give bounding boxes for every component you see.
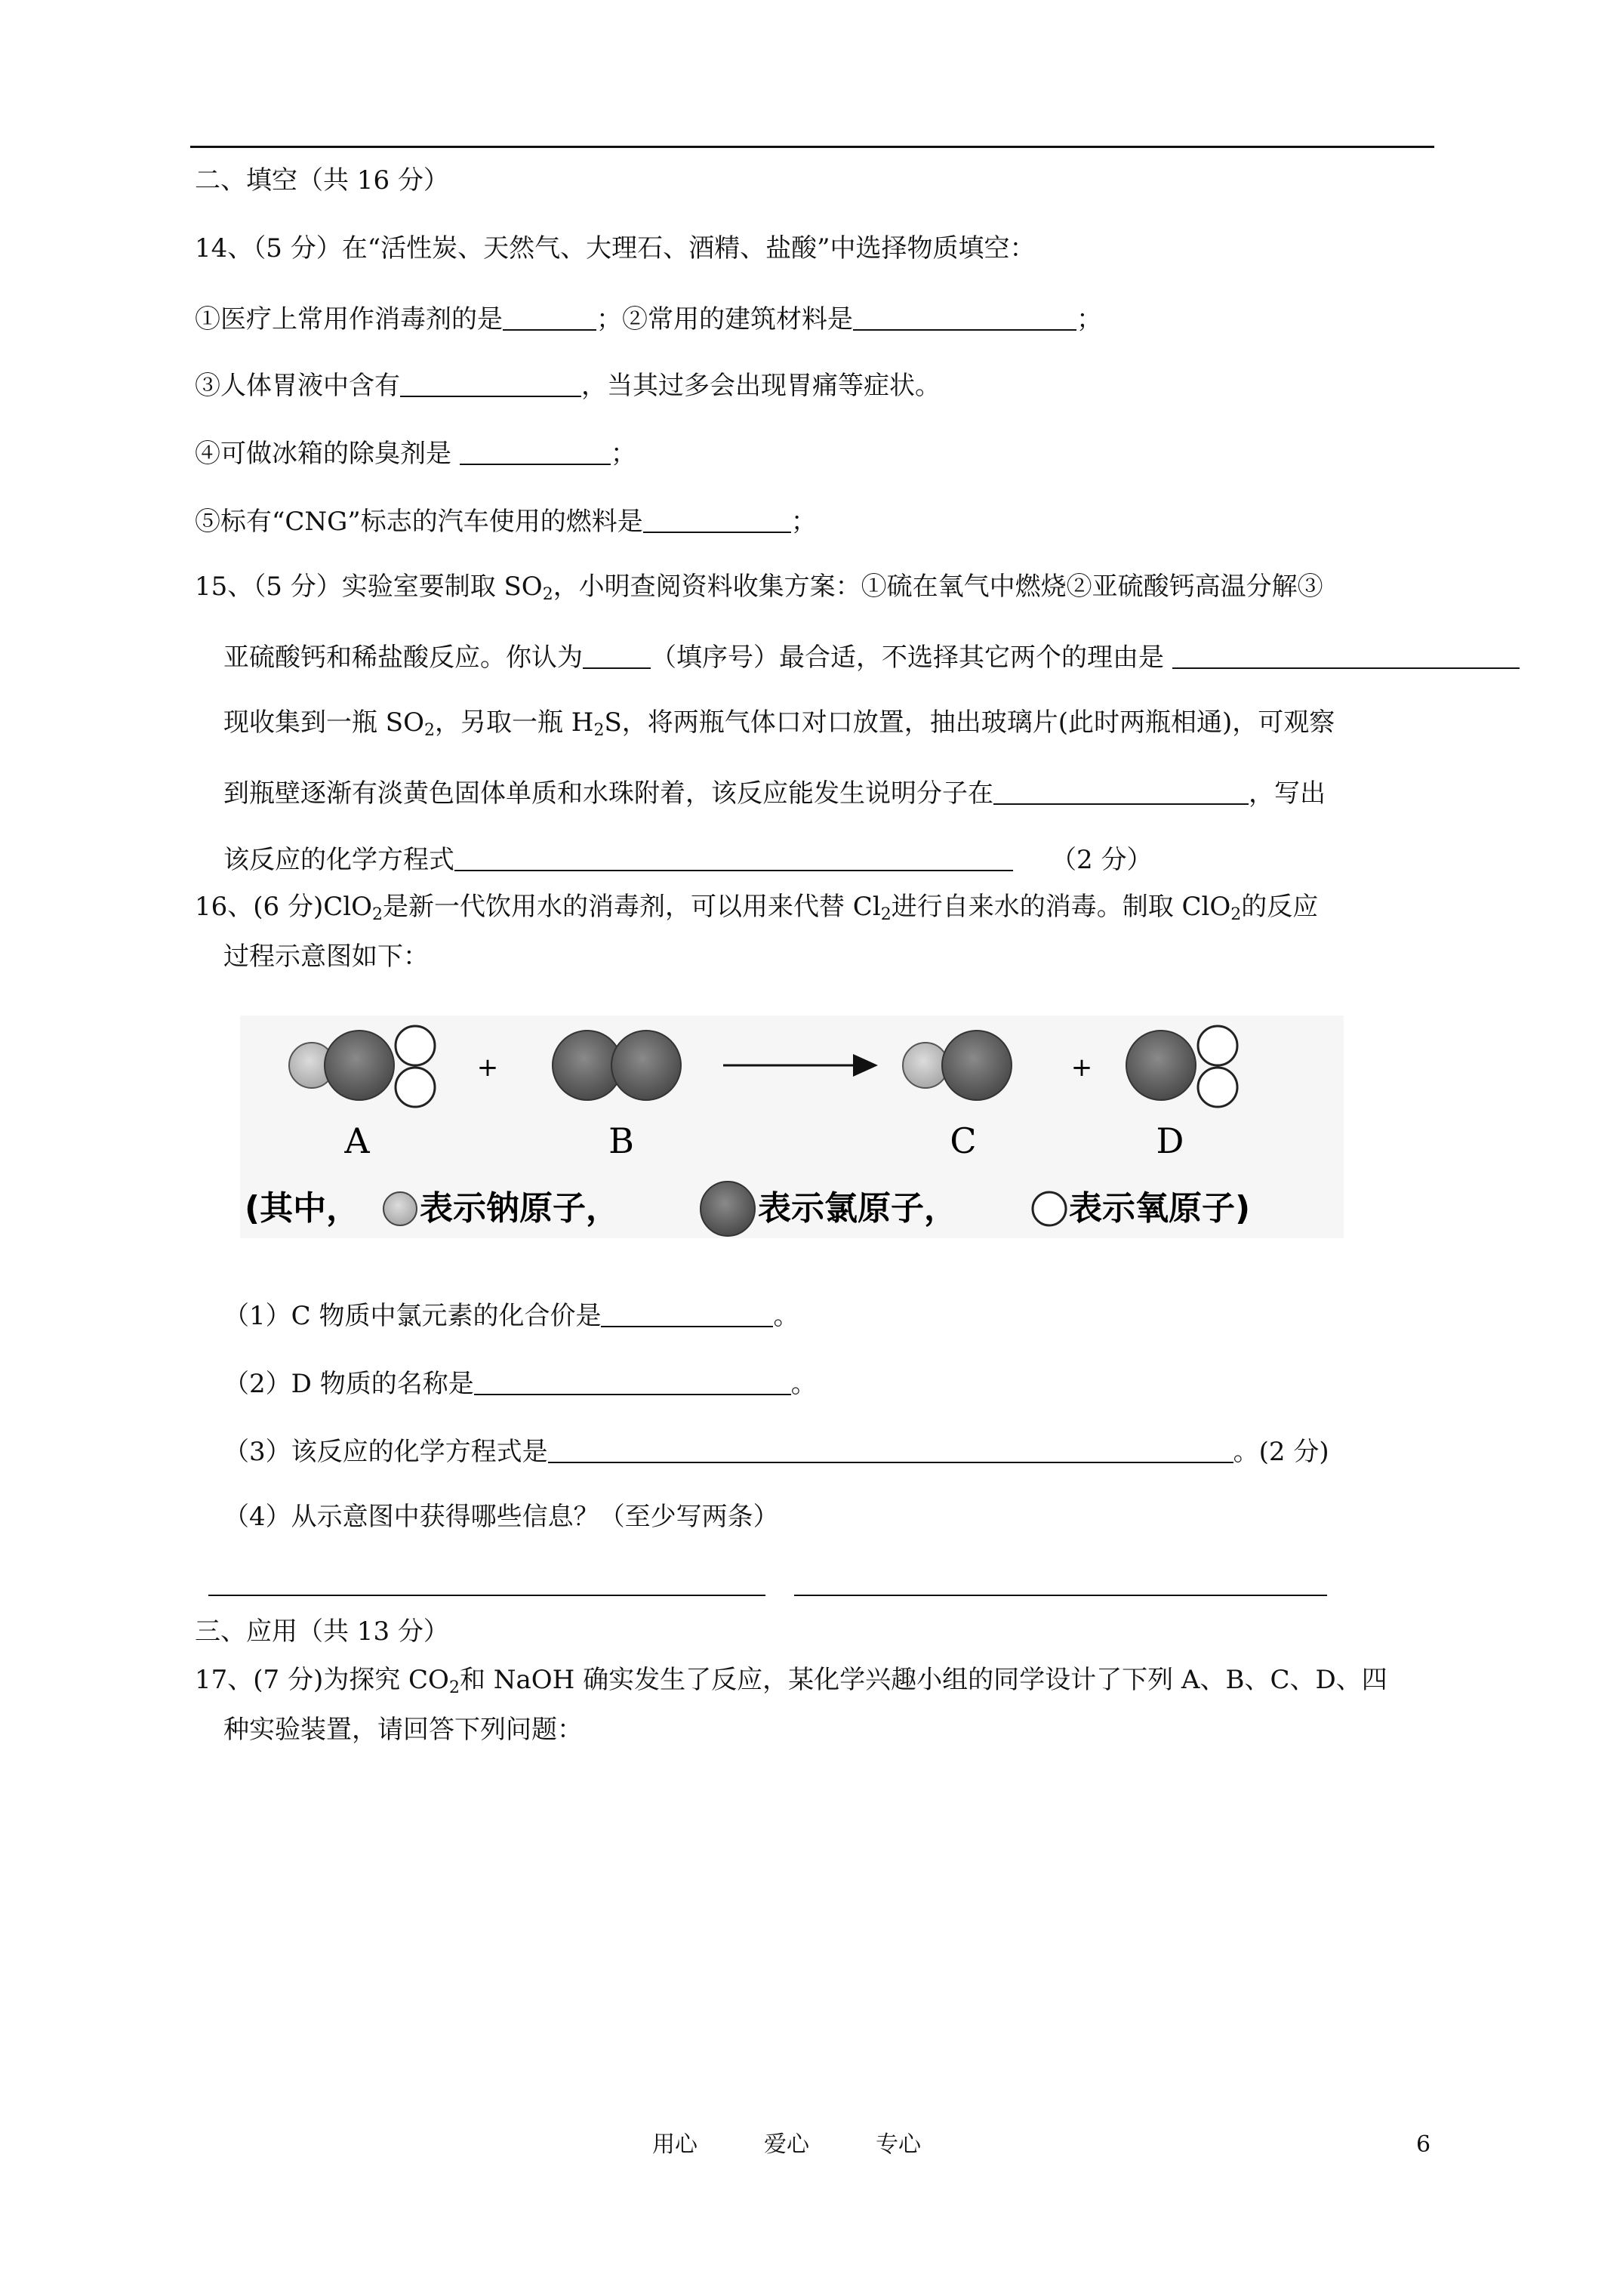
answer-blank[interactable] bbox=[474, 1368, 791, 1395]
q16-sub1: （1）C 物质中氯元素的化合价是 。 bbox=[223, 1301, 799, 1331]
q14-line4: ⑤标有“CNG”标志的汽车使用的燃料是 ； bbox=[195, 507, 817, 537]
answer-line-1[interactable] bbox=[208, 1595, 765, 1596]
q15-line4: 到瓶壁逐渐有淡黄色固体单质和水珠附着，该反应能发生说明分子在 ，写出 bbox=[223, 778, 1326, 809]
answer-blank[interactable] bbox=[601, 1300, 773, 1327]
answer-line-2[interactable] bbox=[794, 1595, 1327, 1596]
answer-blank[interactable] bbox=[454, 844, 1013, 871]
svg-text:(其中，: (其中， bbox=[245, 1189, 360, 1228]
chlorine-atom-icon bbox=[701, 1182, 755, 1236]
label-d: D bbox=[1156, 1120, 1184, 1161]
answer-blank[interactable] bbox=[583, 642, 651, 669]
answer-blank[interactable] bbox=[643, 506, 791, 533]
q15-line2: 亚硫酸钙和稀盐酸反应。你认为 （填序号）最合适，不选择其它两个的理由是 bbox=[223, 642, 1520, 670]
q16-sub3: （3）该反应的化学方程式是 。(2 分) bbox=[223, 1437, 1329, 1467]
plus-sign: + bbox=[476, 1052, 499, 1083]
sodium-atom-icon bbox=[383, 1192, 417, 1225]
answer-blank[interactable] bbox=[503, 304, 596, 331]
answer-blank[interactable] bbox=[1172, 642, 1520, 669]
q14-line1: ①医疗上常用作消毒剂的是 ；②常用的建筑材料是 ； bbox=[195, 304, 1102, 334]
q16-line1: 16、(6 分)ClO$_2$是新一代饮用水的消毒剂，可以用来代替 $Cl_2$进行自来水的消毒。制取 ClO$_2$的反应 bbox=[195, 892, 1319, 924]
answer-blank[interactable] bbox=[548, 1436, 1233, 1463]
svg-text:表示氧原子): 表示氧原子) bbox=[1069, 1189, 1251, 1228]
oxygen-atom-icon bbox=[1033, 1192, 1066, 1225]
footer-motto-3: 专心 bbox=[876, 2131, 921, 2158]
q14-line2: ③人体胃液中含有 ，当其过多会出现胃痛等症状。 bbox=[195, 371, 941, 401]
section3-title: 三、应用（共 13 分） bbox=[195, 1616, 449, 1647]
q17-line1: 17、(7 分)为探究 $CO_2$和 NaOH 确实发生了反应，某化学兴趣小组的同学设计了下列 A、B、C、D、四 bbox=[195, 1665, 1387, 1697]
label-b: B bbox=[608, 1120, 634, 1161]
footer-motto-2: 爱心 bbox=[764, 2131, 809, 2158]
q17-line2: 种实验装置，请回答下列问题： bbox=[223, 1715, 583, 1745]
reaction-diagram bbox=[240, 1015, 1344, 1238]
footer-motto-1: 用心 bbox=[652, 2131, 698, 2158]
answer-blank[interactable] bbox=[400, 370, 581, 397]
svg-text:表示氯原子，: 表示氯原子， bbox=[758, 1189, 957, 1228]
label-c: C bbox=[950, 1120, 977, 1161]
answer-blank[interactable] bbox=[853, 304, 1076, 331]
plus-sign: + bbox=[1070, 1052, 1093, 1083]
label-a: A bbox=[344, 1120, 370, 1161]
header-rule bbox=[190, 146, 1434, 148]
q15-line1: 15、（5 分）实验室要制取 $SO_2$，小明查阅资料收集方案：①硫在氧气中燃烧②亚硫酸钙高温分解③ bbox=[195, 572, 1323, 604]
q16-line2: 过程示意图如下： bbox=[223, 942, 429, 972]
q16-sub4: （4）从示意图中获得哪些信息？（至少写两条） bbox=[223, 1502, 779, 1532]
q14-line3: ④可做冰箱的除臭剂是 ； bbox=[195, 439, 636, 469]
answer-blank[interactable] bbox=[460, 438, 611, 465]
answer-blank[interactable] bbox=[993, 778, 1249, 805]
svg-text:表示钠原子，: 表示钠原子， bbox=[420, 1189, 619, 1228]
section2-title: 二、填空（共 16 分） bbox=[195, 165, 449, 196]
page-number: 6 bbox=[1416, 2131, 1431, 2158]
q16-sub2: （2）D 物质的名称是 。 bbox=[223, 1369, 817, 1399]
q15-line3: 现收集到一瓶 $SO_2$，另取一瓶 $H_2S$，将两瓶气体口对口放置，抽出玻璃片(此时两瓶相通)，可观察 bbox=[223, 707, 1335, 740]
q14-stem: 14、（5 分）在“活性炭、天然气、大理石、酒精、盐酸”中选择物质填空： bbox=[195, 233, 1036, 264]
q15-line5: 该反应的化学方程式 （2 分） bbox=[223, 845, 1153, 875]
